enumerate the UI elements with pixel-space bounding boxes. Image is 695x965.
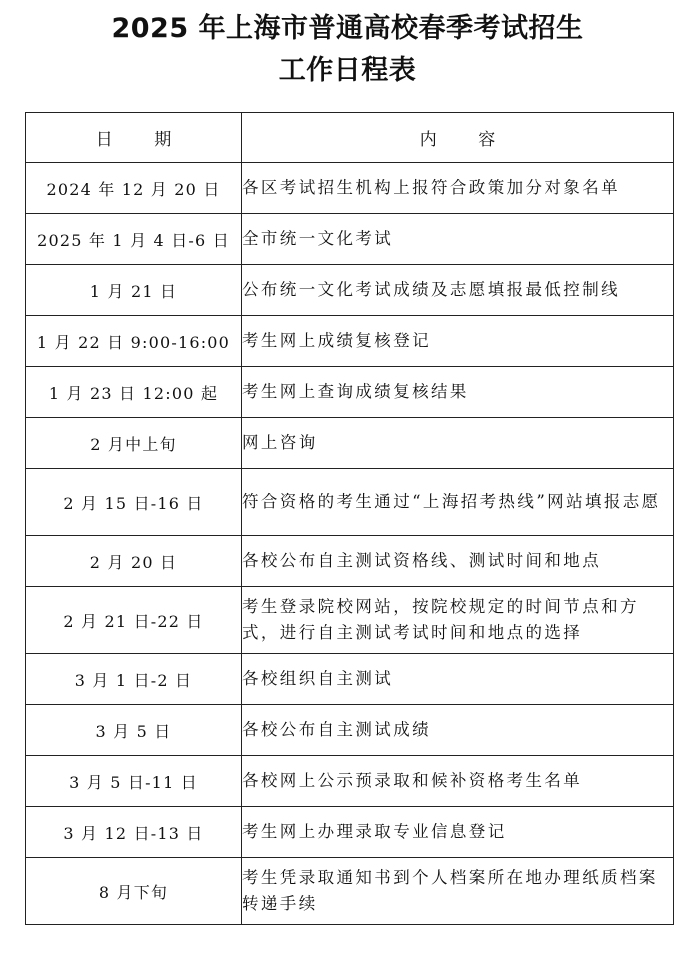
schedule-table [25, 112, 674, 925]
content-cell: 考生网上查询成绩复核结果 [242, 367, 674, 418]
date-cell: 1 月 22 日 9:00-16:00 [26, 316, 242, 367]
table-row [26, 587, 674, 654]
table-row [26, 214, 674, 265]
table-row [26, 469, 674, 536]
content-cell: 各校组织自主测试 [242, 654, 674, 705]
date-cell: 2 月中上旬 [26, 418, 242, 469]
content-cell: 各校公布自主测试资格线、测试时间和地点 [242, 536, 674, 587]
date-cell: 2024 年 12 月 20 日 [26, 163, 242, 214]
table-row [26, 858, 674, 925]
content-cell: 全市统一文化考试 [242, 214, 674, 265]
page-title [0, 8, 695, 92]
content-cell: 各校网上公示预录取和候补资格考生名单 [242, 756, 674, 807]
content-cell: 公布统一文化考试成绩及志愿填报最低控制线 [242, 265, 674, 316]
table-row [26, 536, 674, 587]
column-header-content: 内 容 [242, 113, 674, 163]
date-cell: 3 月 1 日-2 日 [26, 654, 242, 705]
table-row [26, 316, 674, 367]
date-cell: 2 月 21 日-22 日 [26, 587, 242, 654]
date-cell: 3 月 12 日-13 日 [26, 807, 242, 858]
table-row [26, 265, 674, 316]
table-row [26, 705, 674, 756]
date-cell: 3 月 5 日 [26, 705, 242, 756]
table-row [26, 367, 674, 418]
table-row [26, 807, 674, 858]
content-cell: 考生登录院校网站，按院校规定的时间节点和方式，进行自主测试考试时间和地点的选择 [242, 587, 674, 654]
date-cell: 1 月 23 日 12:00 起 [26, 367, 242, 418]
table-row [26, 163, 674, 214]
date-cell: 2 月 15 日-16 日 [26, 469, 242, 536]
content-cell: 考生网上办理录取专业信息登记 [242, 807, 674, 858]
table-row [26, 654, 674, 705]
title-line-2: 工作日程表 [278, 55, 417, 86]
date-cell: 2 月 20 日 [26, 536, 242, 587]
content-cell: 网上咨询 [242, 418, 674, 469]
content-cell: 考生凭录取通知书到个人档案所在地办理纸质档案转递手续 [242, 858, 674, 925]
content-cell: 各区考试招生机构上报符合政策加分对象名单 [242, 163, 674, 214]
table-row [26, 418, 674, 469]
date-cell: 3 月 5 日-11 日 [26, 756, 242, 807]
column-header-date: 日 期 [26, 113, 242, 163]
date-cell: 8 月下旬 [26, 858, 242, 925]
date-cell: 1 月 21 日 [26, 265, 242, 316]
table-header-row [26, 113, 674, 163]
table-row [26, 756, 674, 807]
content-cell: 符合资格的考生通过“上海招考热线”网站填报志愿 [242, 469, 674, 536]
date-cell: 2025 年 1 月 4 日-6 日 [26, 214, 242, 265]
content-cell: 考生网上成绩复核登记 [242, 316, 674, 367]
title-line-1: 2025 年上海市普通高校春季考试招生 [111, 13, 584, 44]
content-cell: 各校公布自主测试成绩 [242, 705, 674, 756]
